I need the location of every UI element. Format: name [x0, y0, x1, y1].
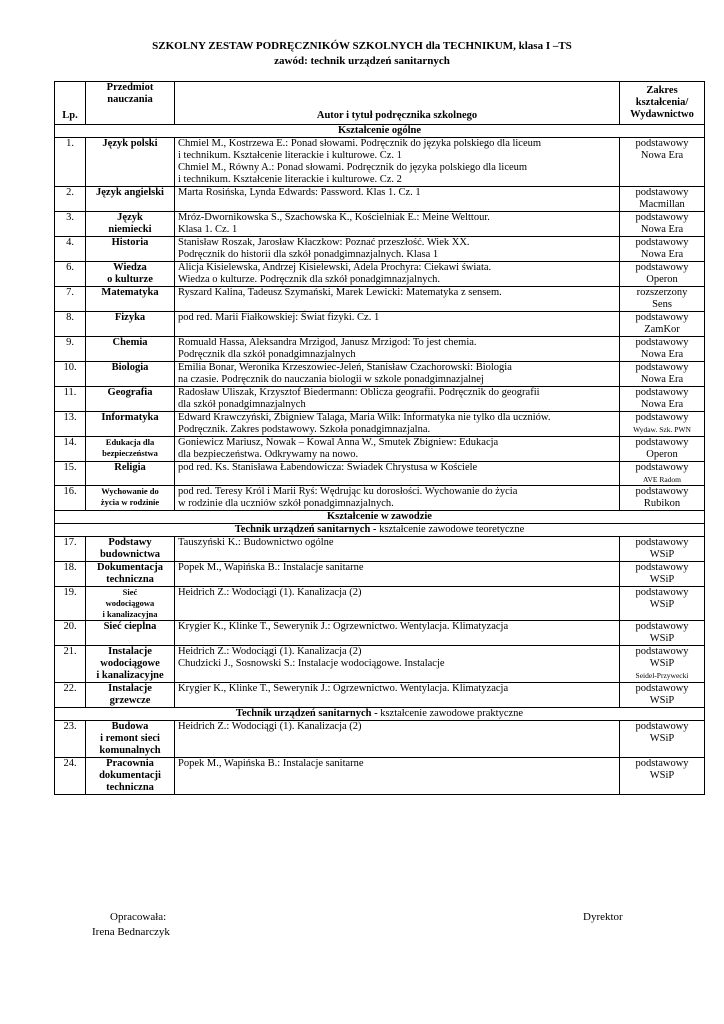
- subject-line: Geografia: [107, 387, 153, 398]
- row-subject: [86, 187, 175, 212]
- row-author-title: [175, 437, 620, 462]
- row-number: 3.: [55, 212, 86, 237]
- scope-level: podstawowy: [635, 412, 689, 423]
- table-row: [55, 758, 705, 795]
- row-scope-publisher: [620, 237, 705, 262]
- row-number: 20.: [55, 621, 86, 646]
- row-number: 2.: [55, 187, 86, 212]
- publisher: Nowa Era: [640, 249, 684, 260]
- subject-line: i kanalizacyjna: [102, 609, 158, 619]
- table-row: [55, 587, 705, 621]
- document-subtitle: zawód: technik urządzeń sanitarnych: [274, 55, 450, 67]
- row-subject: [86, 387, 175, 412]
- subject-line: Edukacja dla: [105, 437, 155, 447]
- subject-line: techniczna: [106, 782, 154, 793]
- row-author-title: [175, 337, 620, 362]
- prepared-by-label: Opracowała:: [110, 911, 167, 923]
- row-scope-publisher: [620, 646, 705, 683]
- section-theory: [55, 524, 705, 537]
- subject-line: Wiedza: [113, 262, 147, 273]
- row-author-title: [175, 758, 620, 795]
- publisher: Operon: [646, 274, 678, 285]
- scope-level: rozszerzony: [636, 287, 688, 298]
- row-subject: [86, 758, 175, 795]
- row-scope-publisher: [620, 337, 705, 362]
- row-author-title: [175, 362, 620, 387]
- author-line: Chmiel M., Równy A.: Ponad słowami. Podręcznik do języka polskiego dla liceum: [178, 162, 528, 173]
- scope-level: podstawowy: [635, 646, 689, 657]
- textbook-table: [54, 81, 705, 795]
- table-row: [55, 562, 705, 587]
- author-line: Mróz-Dwornikowska S., Szachowska K., Kościelniak E.: Meine Welttour.: [178, 212, 490, 223]
- row-author-title: [175, 562, 620, 587]
- publisher-secondary: Seidel-Przywecki: [635, 671, 689, 680]
- row-scope-publisher: [620, 262, 705, 287]
- section-general-row: [55, 125, 705, 138]
- subject-line: wodociągowa: [105, 598, 155, 608]
- row-author-title: [175, 262, 620, 287]
- author-line: i technikum. Kształcenie literackie i kulturowe. Cz. 1: [178, 150, 402, 161]
- publisher: Macmillan: [639, 199, 685, 210]
- section-theory-subtitle: kształcenie zawodowe teoretyczne: [376, 524, 525, 535]
- publisher: Wydaw. Szk. PWN: [633, 425, 691, 434]
- author-line: Popek M., Wapińska B.: Instalacje sanitarne: [178, 562, 364, 573]
- table-row: [55, 312, 705, 337]
- row-scope-publisher: [620, 562, 705, 587]
- subject-line: techniczna: [106, 574, 154, 585]
- row-scope-publisher: [620, 412, 705, 437]
- row-author-title: [175, 462, 620, 486]
- row-author-title: [175, 312, 620, 337]
- author-line: i technikum. Kształcenie literackie i kulturowe. Cz. 2: [178, 174, 402, 185]
- scope-level: podstawowy: [635, 683, 689, 694]
- scope-level: podstawowy: [635, 758, 689, 769]
- row-number: 8.: [55, 312, 86, 337]
- row-number: 9.: [55, 337, 86, 362]
- table-row: [55, 187, 705, 212]
- scope-level: podstawowy: [635, 138, 689, 149]
- subject-line: i remont sieci: [100, 733, 160, 744]
- row-scope-publisher: [620, 387, 705, 412]
- scope-level: podstawowy: [635, 437, 689, 448]
- row-scope-publisher: [620, 621, 705, 646]
- row-number: 6.: [55, 262, 86, 287]
- table-row: [55, 683, 705, 708]
- section-vocational: Kształcenie w zawodzie: [55, 511, 705, 524]
- subject-line: niemiecki: [108, 224, 152, 235]
- author-header: Autor i tytuł podręcznika szkolnego: [175, 82, 620, 125]
- row-subject: [86, 621, 175, 646]
- row-number: 7.: [55, 287, 86, 312]
- scope-level: podstawowy: [635, 262, 689, 273]
- author-line: Chudzicki J., Sosnowski S.: Instalacje wodociągowe. Instalacje: [178, 658, 445, 669]
- subject-line: Biologia: [111, 362, 149, 373]
- subject-line: Matematyka: [101, 287, 159, 298]
- row-number: 18.: [55, 562, 86, 587]
- author-line: pod red. Marii Fiałkowskiej: Świat fizyki. Cz. 1: [178, 312, 380, 323]
- table-row: [55, 537, 705, 562]
- author-line: Ryszard Kalina, Tadeusz Szymański, Marek Lewicki: Matematyka z sensem.: [178, 287, 502, 298]
- row-subject: [86, 138, 175, 187]
- author-line: Emilia Bonar, Weronika Krzeszowiec-Jeleń, Stanisław Czachorowski: Biologia: [178, 362, 512, 373]
- row-number: 13.: [55, 412, 86, 437]
- author-line: Chmiel M., Kostrzewa E.: Ponad słowami. Podręcznik do języka polskiego dla liceum: [178, 138, 542, 149]
- row-author-title: [175, 387, 620, 412]
- row-scope-publisher: [620, 287, 705, 312]
- author-line: Krygier K., Klinke T., Sewerynik J.: Ogrzewnictwo. Wentylacja. Klimatyzacja: [178, 621, 509, 632]
- author-line: Podręcznik do historii dla szkół ponadgimnazjalnych. Klasa 1: [178, 249, 439, 260]
- row-subject: [86, 486, 175, 511]
- publisher: WSiP: [649, 658, 675, 669]
- row-author-title: [175, 138, 620, 187]
- publisher: WSiP: [649, 574, 675, 585]
- row-scope-publisher: [620, 138, 705, 187]
- section-general: Kształcenie ogólne: [55, 125, 705, 138]
- publisher: Rubikon: [643, 498, 681, 509]
- publisher: Operon: [646, 449, 678, 460]
- row-subject: [86, 437, 175, 462]
- row-scope-publisher: [620, 212, 705, 237]
- section-practice-title: Technik urządzeń sanitarnych -: [235, 708, 378, 719]
- row-subject: [86, 562, 175, 587]
- scope-level: podstawowy: [635, 462, 689, 473]
- subject-line: Instalacje: [108, 683, 152, 694]
- scope-level: podstawowy: [635, 212, 689, 223]
- row-number: 4.: [55, 237, 86, 262]
- subject-line: Sieć: [122, 587, 138, 597]
- author-line: dla szkół ponadgimnazjalnych: [178, 399, 306, 410]
- scope-level: podstawowy: [635, 387, 689, 398]
- row-author-title: [175, 287, 620, 312]
- publisher: WSiP: [649, 633, 675, 644]
- subject-line: Podstawy: [108, 537, 152, 548]
- section-practice: [55, 708, 705, 721]
- table-row: [55, 646, 705, 683]
- publisher: Sens: [652, 299, 672, 310]
- row-number: 19.: [55, 587, 86, 621]
- subject-line: Religia: [114, 462, 146, 473]
- table-row: [55, 621, 705, 646]
- row-number: 14.: [55, 437, 86, 462]
- scope-level: podstawowy: [635, 486, 689, 497]
- row-number: 1.: [55, 138, 86, 187]
- subject-line: Chemia: [112, 337, 148, 348]
- author-line: Heidrich Z.: Wodociągi (1). Kanalizacja (2): [178, 646, 362, 657]
- table-row: [55, 262, 705, 287]
- author-line: Krygier K., Klinke T., Sewerynik J.: Ogrzewnictwo. Wentylacja. Klimatyzacja: [178, 683, 509, 694]
- row-author-title: [175, 646, 620, 683]
- scope-level: podstawowy: [635, 621, 689, 632]
- table-row: [55, 337, 705, 362]
- section-practice-row: [55, 708, 705, 721]
- scope-level: podstawowy: [635, 237, 689, 248]
- subject-line: Pracownia: [106, 758, 154, 769]
- subject-line: Wychowanie do: [101, 486, 159, 496]
- scope-level: podstawowy: [635, 312, 689, 323]
- subject-line: Język: [117, 212, 143, 223]
- director-label: Dyrektor: [583, 911, 623, 923]
- row-subject: [86, 287, 175, 312]
- table-row: [55, 287, 705, 312]
- row-number: 11.: [55, 387, 86, 412]
- author-line: w rodzinie dla uczniów szkół ponadgimnazjalnych.: [178, 498, 394, 509]
- row-scope-publisher: [620, 721, 705, 758]
- scope-level: podstawowy: [635, 537, 689, 548]
- author-line: pod red. Ks. Stanisława Łabendowicza: Świadek Chrystusa w Kościele: [178, 462, 478, 473]
- scope-header: Zakres kształcenia/ Wydawnictwo: [620, 82, 705, 125]
- publisher: WSiP: [649, 770, 675, 781]
- publisher: Nowa Era: [640, 349, 684, 360]
- table-row: [55, 212, 705, 237]
- row-scope-publisher: [620, 462, 705, 486]
- author-line: Edward Krawczyński, Zbigniew Talaga, Maria Wilk: Informatyka nie tylko dla uczniów.: [178, 412, 551, 423]
- author-line: Podręcznik. Zakres podstawowy. Szkoła ponadgimnazjalna.: [178, 424, 431, 435]
- row-subject: [86, 262, 175, 287]
- table-row: [55, 237, 705, 262]
- row-scope-publisher: [620, 683, 705, 708]
- row-scope-publisher: [620, 187, 705, 212]
- row-subject: [86, 721, 175, 758]
- table-row: [55, 486, 705, 511]
- publisher: WSiP: [649, 599, 675, 610]
- row-author-title: [175, 621, 620, 646]
- row-scope-publisher: [620, 362, 705, 387]
- subject-line: Budowa: [111, 721, 149, 732]
- subject-line: o kulturze: [107, 274, 153, 285]
- row-subject: [86, 212, 175, 237]
- author-line: Marta Rosińska, Lynda Edwards: Password. Klas 1. Cz. 1: [178, 187, 421, 198]
- author-line: Tauszyński K.: Budownictwo ogólne: [178, 537, 334, 548]
- section-practice-subtitle: kształcenie zawodowe praktyczne: [377, 708, 524, 719]
- scope-level: podstawowy: [635, 562, 689, 573]
- row-number: 17.: [55, 537, 86, 562]
- author-line: Wiedza o kulturze. Podręcznik dla szkół ponadgimnazjalnych.: [178, 274, 440, 285]
- author-line: Heidrich Z.: Wodociągi (1). Kanalizacja (2): [178, 721, 362, 732]
- author-line: Podręcznik dla szkół ponadgimnazjalnych: [178, 349, 356, 360]
- author-line: Klasa 1. Cz. 1: [178, 224, 238, 235]
- subject-line: i kanalizacyjne: [96, 670, 164, 681]
- row-subject: [86, 646, 175, 683]
- row-number: 21.: [55, 646, 86, 683]
- row-number: 16.: [55, 486, 86, 511]
- publisher: Nowa Era: [640, 224, 684, 235]
- row-author-title: [175, 412, 620, 437]
- author-line: Goniewicz Mariusz, Nowak – Kowal Anna W., Smutek Zbigniew: Edukacja: [178, 437, 499, 448]
- document-title: SZKOLNY ZESTAW PODRĘCZNIKÓW SZKOLNYCH dla TECHNIKUM, klasa I –TS: [152, 40, 572, 52]
- row-number: 15.: [55, 462, 86, 486]
- row-author-title: [175, 537, 620, 562]
- row-author-title: [175, 237, 620, 262]
- publisher: Nowa Era: [640, 374, 684, 385]
- publisher: ZamKor: [644, 324, 680, 335]
- row-subject: [86, 462, 175, 486]
- subject-line: budownictwa: [99, 549, 161, 560]
- row-author-title: [175, 683, 620, 708]
- row-subject: [86, 683, 175, 708]
- author-line: na czasie. Podręcznik do nauczania biologii w szkole ponadgimnazjalnej: [178, 374, 484, 385]
- row-scope-publisher: [620, 758, 705, 795]
- prepared-by-name: Irena Bednarczyk: [92, 926, 170, 938]
- row-author-title: [175, 721, 620, 758]
- publisher: Nowa Era: [640, 150, 684, 161]
- scope-level: podstawowy: [635, 337, 689, 348]
- publisher: WSiP: [649, 549, 675, 560]
- table-row: [55, 387, 705, 412]
- scope-level: podstawowy: [635, 587, 689, 598]
- row-scope-publisher: [620, 537, 705, 562]
- row-subject: [86, 237, 175, 262]
- row-number: 22.: [55, 683, 86, 708]
- scope-level: podstawowy: [635, 362, 689, 373]
- row-number: 24.: [55, 758, 86, 795]
- row-author-title: [175, 587, 620, 621]
- section-theory-row: [55, 524, 705, 537]
- subject-line: bezpieczeństwa: [102, 448, 158, 458]
- author-line: Alicja Kisielewska, Andrzej Kisielewski, Adela Prochyra: Ciekawi świata.: [178, 262, 492, 273]
- publisher: Nowa Era: [640, 399, 684, 410]
- publisher: WSiP: [649, 695, 675, 706]
- subject-line: komunalnych: [99, 745, 161, 756]
- table-row: [55, 721, 705, 758]
- table-row: [55, 437, 705, 462]
- subject-line: dokumentacji: [99, 770, 161, 781]
- publisher: WSiP: [649, 733, 675, 744]
- author-line: Popek M., Wapińska B.: Instalacje sanitarne: [178, 758, 364, 769]
- subject-line: Historia: [111, 237, 149, 248]
- subject-line: życia w rodzinie: [100, 497, 160, 507]
- row-subject: [86, 337, 175, 362]
- subject-line: Informatyka: [101, 412, 159, 423]
- row-scope-publisher: [620, 486, 705, 511]
- row-subject: [86, 312, 175, 337]
- subject-line: Dokumentacja: [97, 562, 163, 573]
- scope-level: podstawowy: [635, 721, 689, 732]
- publisher: AVE Radom: [643, 475, 681, 484]
- row-subject: [86, 587, 175, 621]
- section-vocational-row: [55, 511, 705, 524]
- author-line: Romuald Hassa, Aleksandra Mrzigod, Janusz Mrzigod: To jest chemia.: [178, 337, 477, 348]
- row-author-title: [175, 212, 620, 237]
- subject-line: Fizyka: [114, 312, 146, 323]
- table-row: [55, 462, 705, 486]
- row-number: 23.: [55, 721, 86, 758]
- table-row: [55, 412, 705, 437]
- section-theory-title: Technik urządzeń sanitarnych -: [234, 524, 377, 535]
- author-line: Heidrich Z.: Wodociągi (1). Kanalizacja (2): [178, 587, 362, 598]
- subject-line: grzewcze: [109, 695, 151, 706]
- subject-line: wodociągowe: [100, 658, 160, 669]
- row-scope-publisher: [620, 587, 705, 621]
- row-author-title: [175, 486, 620, 511]
- row-scope-publisher: [620, 312, 705, 337]
- subject-line: Sieć cieplna: [103, 621, 157, 632]
- lp-header: Lp.: [55, 82, 86, 125]
- row-number: 10.: [55, 362, 86, 387]
- row-subject: [86, 412, 175, 437]
- row-scope-publisher: [620, 437, 705, 462]
- table-header-row: [55, 82, 705, 125]
- scope-level: podstawowy: [635, 187, 689, 198]
- subject-line: Instalacje: [108, 646, 152, 657]
- author-line: dla bezpieczeństwa. Odkrywamy na nowo.: [178, 449, 359, 460]
- author-line: Radosław Uliszak, Krzysztof Biedermann: Oblicza geografii. Podręcznik do geografii: [178, 387, 540, 398]
- table-row: [55, 362, 705, 387]
- subject-line: Język polski: [102, 138, 158, 149]
- table-row: [55, 138, 705, 187]
- row-subject: [86, 537, 175, 562]
- subject-header: Przedmiot nauczania: [86, 82, 175, 125]
- subject-line: Język angielski: [96, 187, 164, 198]
- row-author-title: [175, 187, 620, 212]
- row-subject: [86, 362, 175, 387]
- author-line: pod red. Teresy Król i Marii Ryś: Wędrując ku dorosłości. Wychowanie do życia: [178, 486, 518, 497]
- author-line: Stanisław Roszak, Jarosław Kłaczkow: Poznać przeszłość. Wiek XX.: [178, 237, 470, 248]
